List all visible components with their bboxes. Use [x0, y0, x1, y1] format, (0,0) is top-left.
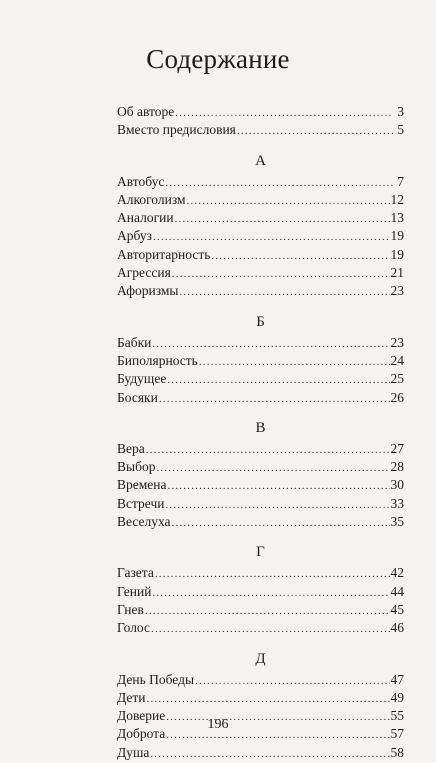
toc-entry-title: Выбор [117, 459, 156, 475]
toc-entry-title: Газета [117, 565, 154, 581]
toc-entry-title: Дети [117, 689, 146, 705]
toc-entry[interactable] [117, 513, 404, 531]
toc-entry[interactable] [117, 334, 404, 352]
page-number: 196 [207, 717, 229, 732]
toc-entry-title: Аналогии [117, 210, 174, 226]
toc-entry-title: Об авторе [117, 104, 175, 119]
section-letter: В [255, 419, 266, 436]
toc-entry[interactable] [117, 440, 404, 458]
toc-entry-page: 3 [397, 104, 404, 119]
toc-entry-title: Автобус [117, 173, 165, 189]
toc-entry-title: Вместо предисловия [117, 122, 236, 138]
toc-entry[interactable] [117, 282, 404, 300]
toc-entry[interactable] [117, 227, 404, 245]
toc-entry-title: Времена [117, 477, 167, 493]
dot-leader [159, 390, 390, 408]
toc-entry-page: 44 [390, 583, 404, 599]
dot-leader [165, 174, 393, 192]
toc-entry-title: Доброта [117, 726, 166, 742]
toc-entry-page: 23 [390, 334, 404, 350]
dot-leader [187, 192, 390, 210]
toc-entry-title: Вера [117, 440, 145, 456]
dot-leader [172, 265, 390, 283]
dot-leader [211, 247, 389, 265]
dot-leader [151, 620, 389, 638]
dot-leader [175, 210, 390, 228]
toc-entry-page: 58 [390, 744, 404, 760]
toc-entry-title: Доверие [117, 708, 166, 724]
section-letter: А [255, 152, 266, 169]
toc-entry[interactable] [117, 121, 404, 139]
section-letter: Г [256, 544, 265, 561]
toc-entry[interactable] [117, 564, 404, 582]
dot-leader [195, 672, 389, 690]
section-letter: Д [255, 650, 266, 667]
toc-entry-title: Веселуха [117, 514, 171, 530]
toc-entry-title: Биполярность [117, 352, 198, 368]
dot-leader [146, 441, 390, 459]
toc-entry-page: 5 [397, 122, 404, 138]
dot-leader [172, 514, 390, 532]
toc-entry[interactable] [117, 352, 404, 370]
dot-leader [153, 228, 390, 246]
toc-entry[interactable] [117, 246, 404, 264]
toc-entry[interactable] [117, 173, 404, 191]
toc-entry[interactable] [117, 103, 404, 121]
dot-leader [152, 584, 389, 602]
toc-entry[interactable] [117, 458, 404, 476]
toc-entry[interactable] [117, 476, 404, 494]
toc-entry-page: 30 [390, 477, 404, 493]
toc-entry-page: 46 [390, 620, 404, 636]
toc-entry-title: Босяки [117, 389, 158, 405]
toc-entry-title: Голос [117, 620, 151, 636]
dot-leader [145, 602, 390, 620]
dot-leader [175, 104, 393, 122]
toc-entry-title: Встречи [117, 495, 165, 511]
toc-entry-page: 28 [390, 459, 404, 475]
toc-entry-page: 12 [390, 191, 404, 207]
toc-entry-page: 26 [390, 389, 404, 405]
dot-leader [165, 496, 389, 514]
toc-entry-title: Арбуз [117, 228, 152, 244]
toc-entry[interactable] [117, 601, 404, 619]
toc-entry-page: 24 [390, 352, 404, 368]
toc-entry-page: 33 [390, 495, 404, 511]
dot-leader [167, 371, 389, 389]
toc-entry-page: 35 [390, 514, 404, 530]
toc-entry-page: 21 [390, 265, 404, 281]
toc-entry-title: Гнев [117, 601, 144, 617]
toc-entry-page: 13 [390, 210, 404, 226]
dot-leader [147, 690, 390, 708]
toc-entry[interactable] [117, 264, 404, 282]
toc-entry-page: 27 [390, 440, 404, 456]
dot-leader [199, 353, 390, 371]
toc-entry[interactable] [117, 671, 404, 689]
toc-entry-page: 55 [390, 708, 404, 724]
toc-entry[interactable] [117, 619, 404, 637]
toc-entry-page: 25 [390, 371, 404, 387]
dot-leader [168, 477, 390, 495]
toc-entry-page: 19 [390, 246, 404, 262]
dot-leader [156, 459, 389, 477]
toc-entry-title: Бабки [117, 334, 152, 350]
dot-leader [179, 283, 389, 301]
toc-entry-page: 7 [397, 173, 404, 189]
toc-entry-title: Будущее [117, 371, 167, 387]
toc-entry-title: Авторитарность [117, 246, 211, 262]
toc-entry-page: 49 [390, 689, 404, 705]
toc-entry[interactable] [117, 689, 404, 707]
toc-entry-page: 19 [390, 228, 404, 244]
toc-entry-title: Гений [117, 583, 152, 599]
toc-entry[interactable] [117, 191, 404, 209]
toc-entry-page: 23 [390, 283, 404, 299]
table-of-contents [117, 103, 404, 762]
toc-entry-title: Душа [117, 744, 150, 760]
toc-entry[interactable] [117, 495, 404, 513]
toc-entry-page: 47 [390, 671, 404, 687]
toc-entry[interactable] [117, 583, 404, 601]
toc-entry-page: 42 [390, 565, 404, 581]
toc-entry-title: Афоризмы [117, 283, 179, 299]
toc-entry-page: 57 [390, 726, 404, 742]
toc-entry[interactable] [117, 744, 404, 762]
toc-entry-title: Алкоголизм [117, 191, 186, 207]
toc-entry-page: 45 [390, 601, 404, 617]
section-letter: Б [256, 313, 265, 330]
dot-leader [155, 565, 390, 583]
toc-entry-title: День Победы [117, 671, 195, 687]
dot-leader [150, 745, 389, 763]
toc-entry[interactable] [117, 370, 404, 388]
page-title: Содержание [146, 44, 290, 74]
toc-entry-title: Агрессия [117, 265, 171, 281]
dot-leader [152, 335, 389, 353]
dot-leader [237, 122, 393, 140]
toc-entry[interactable] [117, 209, 404, 227]
toc-entry[interactable] [117, 389, 404, 407]
